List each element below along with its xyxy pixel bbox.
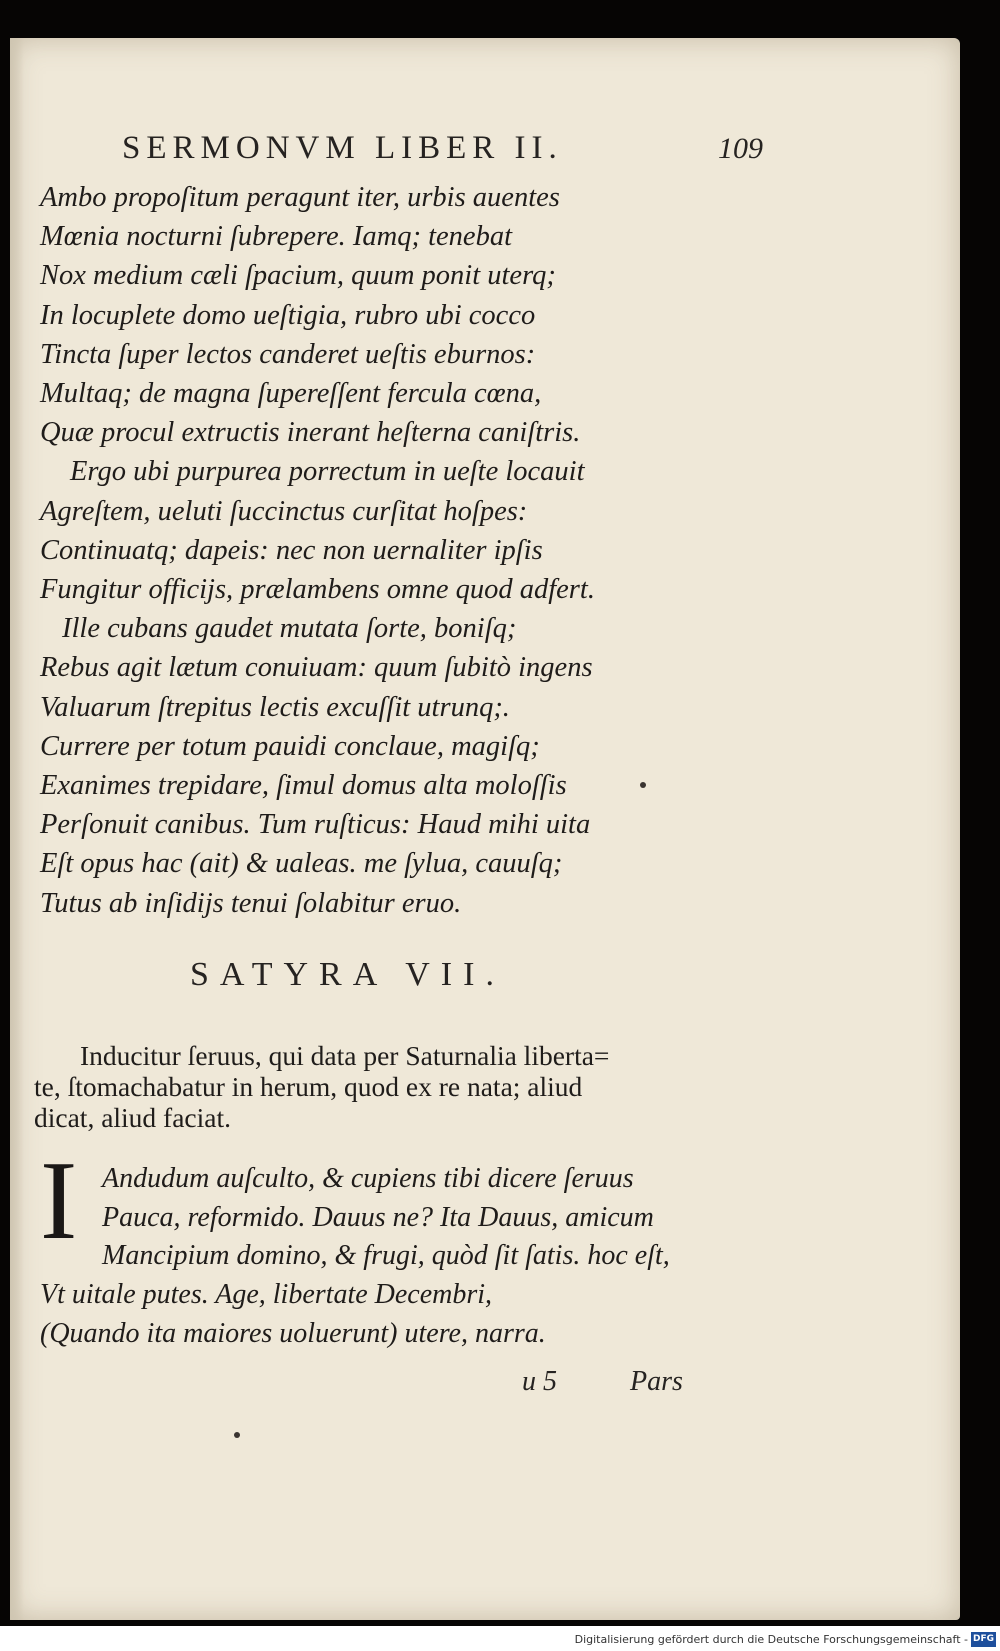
verse-line: Currere per totum pauidi conclaue, magiſq; [40, 730, 540, 762]
verse-line: Multaq; de magna ſupereſſent fercula cœna, [40, 378, 542, 410]
verse-line: Mancipium domino, & frugi, quòd ſit ſatis. hoc eſt, [102, 1240, 670, 1272]
book-page [10, 38, 960, 1620]
catchword: Pars [630, 1366, 683, 1397]
verse-line: Eſt opus hac (ait) & ualeas. me ſylua, cauuſq; [40, 848, 563, 880]
section-title: SATYRA VII. [190, 956, 505, 993]
verse-block-1 [40, 178, 900, 923]
verse-line: Andudum auſculto, & cupiens tibi dicere ſeruus [102, 1163, 634, 1194]
ink-speck [234, 1432, 240, 1438]
verse-line: Tincta ſuper lectos canderet ueſtis eburnos: [40, 338, 536, 370]
verse-line: Perſonuit canibus. Tum ruſticus: Haud mihi uita [40, 809, 591, 841]
footer-credit: Digitalisierung gefördert durch die Deutsche Forschungsgemeinschaft - [574, 1633, 968, 1646]
verse-line: Pauca, reformido. Dauus ne? Ita Dauus, amicum [102, 1201, 654, 1233]
verse-line: Rebus agit lætum conuiuam: quum ſubitò ingens [40, 652, 593, 684]
page-gutter-shadow [10, 38, 24, 1620]
verse-line: Valuarum ſtrepitus lectis excuſſit utrunq;. [40, 691, 510, 723]
verse-line: Mœnia nocturni ſubrepere. Iamq; tenebat [40, 221, 513, 253]
verse-line: Fungitur officijs, prælambens omne quod adfert. [40, 574, 595, 606]
verse-line: (Quando ita maiores uoluerunt) utere, narra. [40, 1317, 546, 1349]
argument-line: te, ſtomachabatur in herum, quod ex re nata; aliud [34, 1071, 583, 1102]
verse-line: Vt uitale putes. Age, libertate Decembri, [40, 1279, 493, 1311]
verse-line: In locuplete domo ueſtigia, rubro ubi cocco [40, 299, 536, 331]
argument-line: Inducitur ſeruus, qui data per Saturnalia liberta= [80, 1040, 610, 1071]
verse-line: Ambo propoſitum peragunt iter, urbis auentes [40, 182, 560, 213]
verse-line: Ergo ubi purpurea porrectum in ueſte locauit [70, 456, 585, 488]
page-number: 109 [718, 132, 763, 165]
argument-paragraph [34, 1040, 724, 1133]
dfg-logo: DFG [971, 1632, 996, 1647]
verse-line: Nox medium cæli ſpacium, quum ponit uterq; [40, 260, 556, 292]
running-head: SERMONVM LIBER II. [122, 130, 563, 166]
verse-line: Agreſtem, ueluti ſuccinctus curſitat hoſpes: [40, 495, 528, 527]
drop-cap: I [40, 1139, 78, 1263]
verse-line: Quæ procul extructis inerant heſterna caniſtris. [40, 417, 581, 449]
verse-line: Exanimes trepidare, ſimul domus alta moloſſis [40, 770, 567, 802]
verse-line: Continuatq; dapeis: nec non uernaliter ipſis [40, 534, 543, 566]
verse-line: Tutus ab inſidijs tenui ſolabitur eruo. [40, 887, 462, 919]
verse-block-2 [40, 1160, 740, 1354]
ink-speck [640, 782, 646, 788]
verse-line: Ille cubans gaudet mutata ſorte, boniſq; [62, 613, 517, 645]
signature-mark: u 5 [522, 1366, 557, 1397]
argument-line: dicat, aliud faciat. [34, 1102, 231, 1133]
footer-bar [0, 1626, 1000, 1651]
